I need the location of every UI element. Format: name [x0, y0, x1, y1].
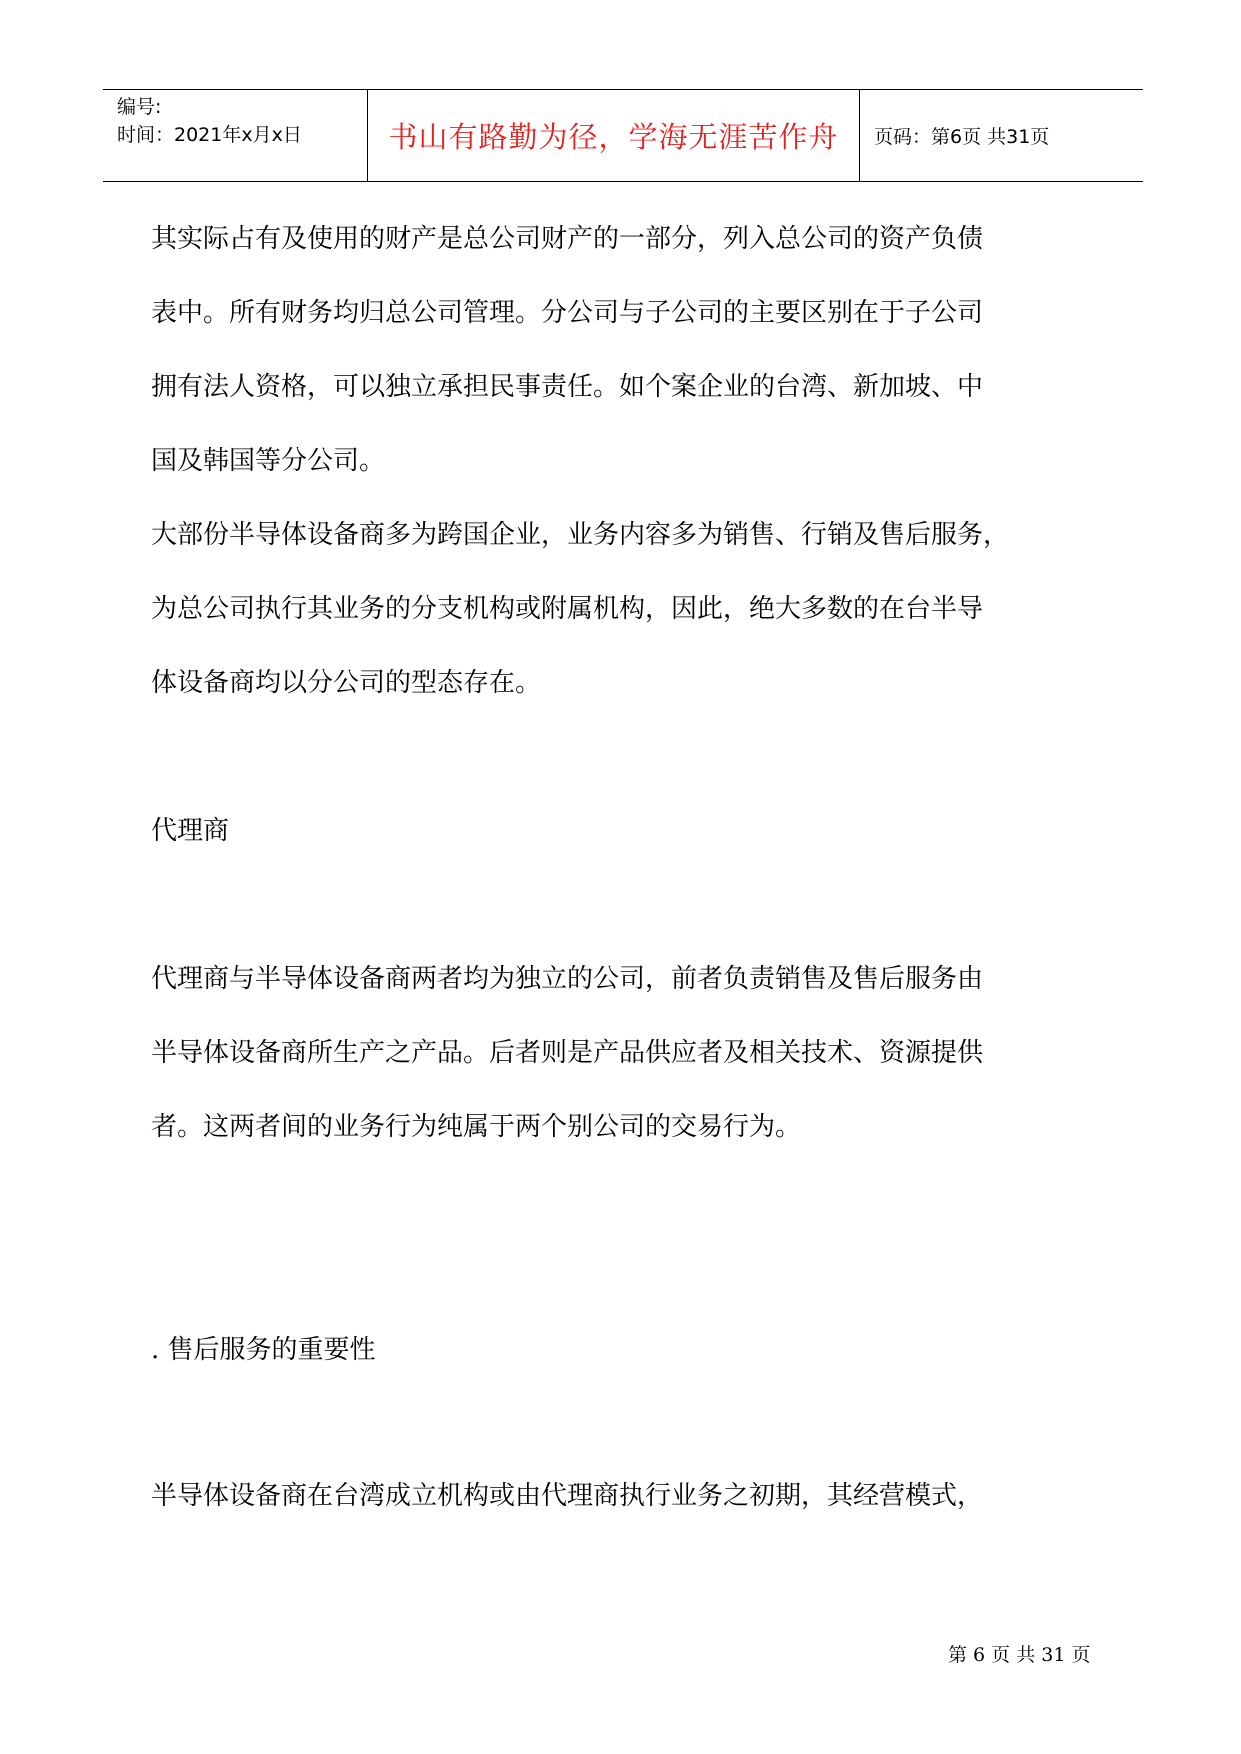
body-line: 为总公司执行其业务的分支机构或附属机构，因此，绝大多数的在台半导 — [151, 594, 984, 624]
document-time-label: 时间：2021年x月x日 — [117, 124, 302, 146]
header-motto: 书山有路勤为径，学海无涯苦作舟 — [388, 120, 839, 154]
page-footer: 第 6 页 共 31 页 — [948, 1644, 1091, 1666]
body-line: 国及韩国等分公司。 — [151, 446, 386, 476]
body-line: 表中。所有财务均归总公司管理。分公司与子公司的主要区别在于子公司 — [151, 298, 984, 328]
header-middle-cell — [368, 90, 860, 181]
body-line: 代理商与半导体设备商两者均为独立的公司，前者负责销售及售后服务由 — [151, 964, 984, 994]
header-right-cell — [860, 90, 1143, 181]
body-line: 半导体设备商所生产之产品。后者则是产品供应者及相关技术、资源提供 — [151, 1038, 984, 1068]
body-line: 拥有法人资格，可以独立承担民事责任。如个案企业的台湾、新加坡、中 — [151, 372, 984, 402]
body-line: 者。这两者间的业务行为纯属于两个别公司的交易行为。 — [151, 1112, 802, 1142]
header-table — [103, 89, 1143, 182]
body-line: 半导体设备商在台湾成立机构或由代理商执行业务之初期，其经营模式， — [151, 1481, 984, 1511]
section-heading-agent: 代理商 — [151, 816, 230, 846]
header-left-cell — [103, 90, 368, 181]
body-line: 大部份半导体设备商多为跨国企业，业务内容多为销售、行销及售后服务， — [151, 520, 1010, 550]
body-line: 体设备商均以分公司的型态存在。 — [151, 668, 542, 698]
section-heading-after-sales: . 售后服务的重要性 — [151, 1335, 376, 1365]
body-line: 其实际占有及使用的财产是总公司财产的一部分，列入总公司的资产负债 — [151, 224, 984, 254]
header-page-info: 页码：第6页 共31页 — [874, 126, 1050, 148]
document-number-label: 编号: — [117, 96, 162, 118]
